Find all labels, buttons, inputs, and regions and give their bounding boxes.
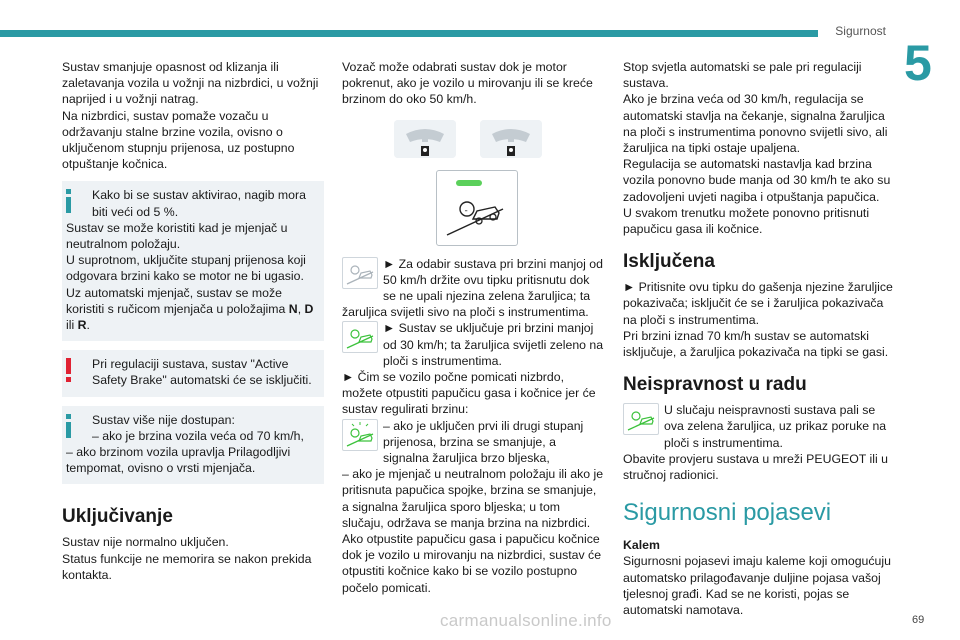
paragraph: Ako je brzina veća od 30 km/h, regulacija se automatski stavlja na čekanje, signalna žaruljica na ploči s instrumentima ponovno svijetli sivo, ali žaruljica na tipki ostaje upaljena. [623,92,888,156]
paragraph: U svakom trenutku možete ponovno pritisnuti papučicu gasa ili kočnice. [623,205,870,237]
instruction-text: ► Pritisnite ovu tipku do gašenja njezine žaruljice pokazivača; isključit će se i žaruljica pokazivača na ploči s instrumentima. [623,280,893,327]
paragraph: Sigurnosni pojasevi imaju kaleme koji omogućuju automatsko prilagođavanje duljine pojasa vašoj tjelesnoj građi. Kad se ne koristi, pojas se automatski namotava. [623,554,891,618]
paragraph: Stop svjetla automatski se pale pri regulaciji sustava. [623,60,862,91]
paragraph: Ako otpustite papučicu gasa i papučicu kočnice dok je vozilo u mirovanju na nizbrdici, sustav će otpustiti kočnice kako bi se vozilo postupno počelo pomicati. [342,532,602,595]
gear-d: D [304,301,314,316]
note-text: Pri regulaciji sustava, sustav "Active Safety Brake" automatski će se isključiti. [92,357,312,388]
hill-descent-lamp-grey-icon [342,257,378,289]
warning-icon [66,358,71,382]
svg-text:-: - [464,205,468,216]
heading-ukljucivanje: Uključivanje [62,506,173,528]
steering-wheel-gauge-icon [480,120,542,158]
info-note [62,406,324,485]
paragraph: Obavite provjeru sustava u mreži PEUGEOT ili u stručnoj radionici. [623,451,888,483]
separator: ili [66,318,78,333]
period: . [86,318,90,333]
note-text: Kako bi se sustav aktivirao, nagib mora biti veći od 5 %. [92,188,306,219]
header-bar [0,30,818,37]
instruction-text: ► Sustav se uključuje pri brzini manjoj od 30 km/h; ta žaruljica svijetli zeleno na ploči s instrumentima. [383,321,604,368]
note-text: – ako je brzina vozila veća od 70 km/h, [92,428,304,443]
column-right [623,59,893,618]
info-icon [66,189,71,213]
note-text: Sustav se može koristiti kad je mjenjač u neutralnom položaju. [66,220,288,252]
watermark: carmanualsonline.info [440,611,612,630]
warning-note [62,350,324,396]
subheading-kalem: Kalem [623,538,660,553]
info-icon [66,414,71,438]
paragraph: Vozač može odabrati sustav dok je motor pokrenut, ako je vozilo u mirovanju ili se kreće brzinom do oko 50 km/h. [342,60,593,107]
column-middle [342,59,604,596]
chapter-number: 5 [904,35,932,91]
steering-wheel-gauge-icon [394,120,456,158]
paragraph: Sustav smanjuje opasnost od klizanja ili zaletavanja vozila u vožnji na nizbrdici, u vožnji naprijed i u vožnji natrag. [62,60,319,107]
bullet-with-icon [342,418,604,467]
heading-sigurnosni-pojasevi: Sigurnosni pojasevi [623,499,832,527]
note-text: U suprotnom, uključite stupanj prijenosa koji odgovara brzini kako se motor ne bi ugasio. [66,253,306,284]
instruction-text: ► Za odabir sustava pri brzini manjoj od 50 km/h držite ovu tipku pritisnutu dok se ne upali njezina zelena žaruljica; ta žaruljica svijetli sivo na ploči s instrumentima. [342,256,603,320]
dash-item: – ako je mjenjač u neutralnom položaju ili ako je pritisnuta papučica spojke, brzina se smanjuje, a signalna žaruljica sporo bljeska; u tom slučaju, održava se manja brzina na nizbrdici. [342,467,604,530]
separator: , [297,301,305,316]
instruction-text: ► Čim se vozilo počne pomicati nizbrdo, možete otpustiti papučicu gasa i kočnice jer će sustav regulirati brzinu: [342,370,596,417]
controls-figure [342,118,604,248]
note-text: – ako brzinom vozila upravlja Prilagodljivi tempomat, ovisno o vrsti mjenjača. [66,445,291,476]
hill-descent-lamp-green-icon [342,321,378,353]
paragraph: Status funkcije ne memorira se nakon prekida kontakta. [62,551,312,582]
paragraph: U slučaju neispravnosti sustava pali se ova zelena žaruljica, uz prikaz poruke na ploči s instrumentima. [664,403,887,450]
hill-descent-lamp-flashing-icon [342,419,378,451]
section-title: Sigurnost [835,24,886,38]
heading-neispravnost: Neispravnost u radu [623,374,807,396]
paragraph: Regulacija se automatski nastavlja kad brzina vozila ponovno bude manja od 30 km/h te ako su zadovoljeni uvjeti nagiba i otpuštanja papučica. [623,157,891,204]
note-text-part: Uz automatski mjenjač, sustav se može koristiti s ručicom mjenjača u položajima [66,285,289,316]
heading-iskljucena: Isključena [623,251,715,273]
note-text: Sustav više nije dostupan: [92,412,235,427]
paragraph: Sustav nije normalno uključen. [62,535,229,550]
column-left [62,59,324,583]
bullet-with-icon [623,402,893,451]
page-number: 69 [912,614,925,626]
info-note [62,181,324,341]
bullet-with-icon [342,256,604,321]
hill-descent-control-button-icon [436,170,518,246]
gear-r: R [77,318,87,333]
gear-n: N [288,301,298,316]
note-text [66,285,318,334]
hill-descent-lamp-fault-icon [623,403,659,435]
bullet-with-icon [342,320,604,369]
paragraph: Pri brzini iznad 70 km/h sustav se automatski isključuje, a žaruljica pokazivača na tipki se gasi. [623,328,889,360]
dash-item: – ako je uključen prvi ili drugi stupanj prijenosa, brzina se smanjuje, a signalna žaruljica brzo bljeska, [383,418,584,466]
paragraph: Na nizbrdici, sustav pomaže vozaču u održavanju stalne brzine vozila, ovisno o uključenom stupnju prijenosa, uz postupno otpuštanje kočnica. [62,108,295,172]
